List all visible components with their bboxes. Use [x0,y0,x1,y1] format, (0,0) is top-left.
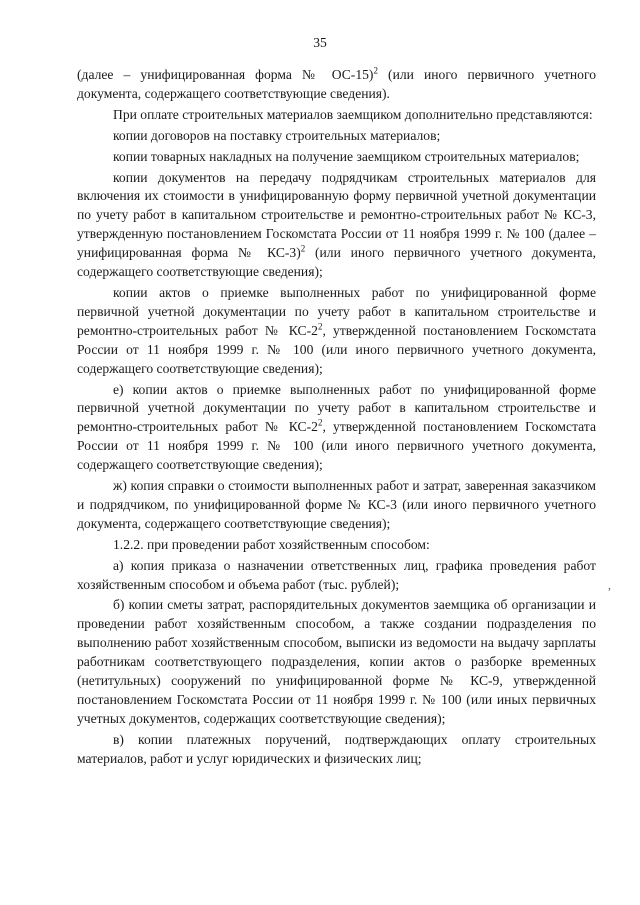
paragraph [77,284,596,379]
paragraph-text: в) копии платежных поручений, подтверждающих оплату строительных материалов, работ и услуг юридических и физических лиц; [77,731,596,766]
paragraph [77,148,596,167]
paragraph-text: е) копии актов о приемке выполненных работ по унифицированной форме первичной учетной документации по учету работ в капитальном строительстве и ремонтно-строительных работ № КС-2 [77,381,596,435]
paragraph-text: (или иного первичного учетного документа, содержащего соответствующие сведения). [77,67,596,101]
paragraph-text: 1.2.2. при проведении работ хозяйственным способом: [113,536,430,552]
paragraph-text: При оплате строительных материалов заемщиком дополнительно представляются: [113,106,593,122]
paragraph [77,477,596,534]
footnote-ref: 2 [317,417,323,428]
paragraph-text: б) копии сметы затрат, распорядительных документов заемщика об организации и проведении работ хозяйственным способом, а также создании подразделения по выполнению работ хозяйственным способом, выписки из ведомости на выдачу зарплаты работникам соответствующего подразделения, копии актов о разборке временных (нетитульных) сооружений по унифицированной форме № КС-9, утвержденной постановлением Госкомстата России от 11 ноября 1999 г. № 100 (или иных первичных учетных документов, содержащих соответствующие сведения); [77,597,596,726]
paragraph-text: копии актов о приемке выполненных работ по унифицированной форме первичной учетной документации по учету работ в капитальном строительстве и ремонтно-строительных работ № КС-2 [77,284,596,338]
paragraph [77,169,596,282]
document-body [77,66,596,771]
paragraph-text: копии договоров на поставку строительных материалов; [113,127,441,143]
paragraph [77,66,596,104]
footnote-ref: 2 [373,65,378,76]
footnote-ref: 2 [300,243,306,254]
paragraph-text: ж) копия справки о стоимости выполненных работ и затрат, заверенная заказчиком и подрядчиком, по унифицированной форме № КС-3 (или иного первичного учетного документа, содержащего соответствующие сведения); [77,478,596,531]
margin-mark: , [608,578,611,592]
paragraph [77,557,596,595]
paragraph [77,127,596,146]
paragraph [77,536,596,555]
paragraph-text: (или иного первичного учетного документа, содержащего соответствующие сведения); [77,245,596,280]
paragraph [77,596,596,728]
page-number: 35 [313,35,327,50]
paragraph-text: , утвержденной постановлением Госкомстата России от 11 ноября 1999 г. № 100 (или иного первичного учетного документа, содержащего соответствующие сведения); [77,322,596,376]
paragraph [77,381,596,476]
paragraph-text: копии товарных накладных на получение заемщиком строительных материалов; [113,148,580,164]
paragraph-text: копии документов на передачу подрядчикам строительных материалов для включения их стоимости в унифицированную форму первичной учетной документации по учету работ в капитальном строительстве и ремонтно-строительных работ № КС-3, утвержденную постановлением Госкомстата России от 11 ноября 1999 г. № 100 (далее – унифицированная форма № КС-3) [77,169,596,261]
paragraph [77,731,596,769]
paragraph-text: , утвержденной постановлением Госкомстата России от 11 ноября 1999 г. № 100 (или иного первичного учетного документа, содержащего соответствующие сведения); [77,419,596,473]
footnote-ref: 2 [317,321,323,332]
paragraph-text: а) копия приказа о назначении ответственных лиц, графика проведения работ хозяйственным способом и объема работ (тыс. рублей); [77,557,596,592]
paragraph [77,106,596,125]
paragraph-text: (далее – унифицированная форма № ОС-15) [77,67,374,82]
